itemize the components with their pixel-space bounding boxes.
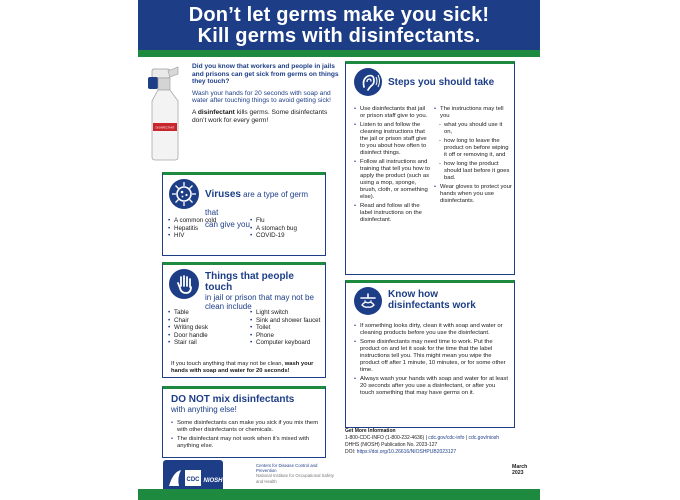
- steps-list-left: [354, 106, 431, 226]
- list-item: • Flu: [249, 217, 331, 225]
- list-item: • Follow all instructions and training that tell you how to apply the product (such as using a mop, sponge, brush, cloth, or something else).: [354, 159, 431, 201]
- howto-title-line2: disinfectants work: [388, 300, 476, 311]
- mix-title: DO NOT mix disinfectants: [171, 394, 295, 405]
- list-item: • COVID-19: [249, 232, 331, 240]
- mix-list: [171, 420, 323, 452]
- touch-wash-note: [171, 361, 321, 375]
- doi-prefix: DOI:: [345, 449, 357, 455]
- steps-box: [345, 61, 515, 275]
- green-band-top: [138, 50, 540, 57]
- list-item: • HIV: [167, 232, 249, 240]
- touch-heading: [205, 271, 323, 311]
- list-item: • If something looks dirty, clean it with soap and water or cleaning products before you use the disinfectant.: [354, 323, 510, 337]
- get-more-info-heading: Get More Information: [345, 428, 396, 434]
- touch-list: [167, 309, 331, 347]
- mix-subtitle: with anything else!: [171, 405, 237, 414]
- list-item: - what you should use it on,: [438, 122, 512, 136]
- virus-icon: [169, 179, 199, 209]
- touch-title: Things that people touch: [205, 271, 294, 293]
- steps-right-sublist: [434, 122, 512, 182]
- viruses-title: Viruses: [205, 189, 241, 200]
- intro-question: Did you know that workers and people in jails and prisons can get sick from germs on things they touch?: [192, 63, 339, 86]
- touch-list-col2: [249, 309, 331, 347]
- poster-header: [138, 0, 540, 50]
- viruses-list-col2: [249, 217, 331, 240]
- svg-text:DISINFECTANT: DISINFECTANT: [155, 126, 175, 130]
- list-item: • Computer keyboard: [249, 339, 331, 347]
- niosh-logo-text: NIOSH: [203, 478, 223, 484]
- viruses-title-rest: are a type of germ that: [205, 190, 309, 217]
- steps-title: Steps you should take: [388, 77, 495, 88]
- poster: [138, 0, 540, 500]
- viruses-list: [167, 217, 331, 240]
- doi-line: [345, 449, 525, 456]
- howto-box: [345, 280, 515, 428]
- list-item: • The disinfectant may not work when it’s mixed with anything else.: [171, 436, 323, 450]
- intro-text: [192, 63, 340, 128]
- list-item: • Use disinfectants that jail or prison staff give to you.: [354, 106, 431, 120]
- green-band-bottom: [138, 489, 540, 500]
- howto-heading: [388, 289, 508, 311]
- cdc-name: Centers for Disease Control and Prevention: [256, 463, 318, 474]
- intro-wash-hands: Wash your hands for 20 seconds with soap and water after touching things to avoid getting sick!: [192, 89, 331, 105]
- list-item: • A stomach bug: [249, 225, 331, 233]
- intro-disinfectant-pre: A: [192, 108, 198, 116]
- list-item: • A common cold: [167, 217, 249, 225]
- intro-disinfectant-word: disinfectant: [197, 108, 235, 116]
- phone-text: 1-800-CDC-INFO (1-800-232-4636) |: [345, 435, 429, 441]
- list-item: - how long to leave the product on before wiping it off or removing it, and: [438, 138, 512, 159]
- list-item: • Some disinfectants may need time to work. Put the product on and let it soak for the time that the label instructions tell you. This might mean you wipe the product off after 1 minute, 10 minutes, or for some other time.: [354, 339, 510, 374]
- contact-line: [345, 435, 525, 442]
- howto-title-line1: Know how: [388, 289, 438, 300]
- list-item: • Listen to and follow the cleaning instructions that the jail or prison staff give to you about how often to disinfect things.: [354, 122, 431, 157]
- header-line-1: Don’t let germs make you sick!: [188, 4, 490, 26]
- list-item: - how long the product should last before it goes bad.: [438, 161, 512, 182]
- do-not-mix-box: [162, 386, 326, 458]
- handwashing-icon: [354, 287, 382, 315]
- list-item: • Hepatitis: [167, 225, 249, 233]
- hand-touch-icon: [169, 269, 199, 299]
- list-item: • Table: [167, 309, 249, 317]
- cdc-logo-text: CDC: [186, 477, 200, 483]
- agency-names: [256, 463, 336, 484]
- list-item: • Stair rail: [167, 339, 249, 347]
- intro-disinfectant-post: kills germs. Some disinfectants don’t work for every germ!: [192, 108, 328, 124]
- publication-number: DHHS (NIOSH) Publication No. 2023-127: [345, 442, 438, 448]
- list-item: • Always wash your hands with soap and water for at least 20 seconds after you use a disinfectant, or after you touch something that may have germs on it.: [354, 376, 510, 397]
- viruses-box: [162, 172, 326, 256]
- list-item: • Phone: [249, 332, 331, 340]
- steps-right-last-list: [434, 184, 512, 205]
- intro-section: [146, 59, 339, 167]
- doi-link[interactable]: https://doi.org/10.26616/NIOSHPUB2023127: [356, 449, 457, 455]
- list-item: • Some disinfectants can make you sick if you mix them with other disinfectants or chemicals.: [171, 420, 323, 434]
- publication-date: March 2023: [512, 464, 528, 476]
- touch-box: [162, 262, 326, 378]
- hhs-eagle-icon: [169, 470, 181, 486]
- steps-list-right: [434, 106, 512, 207]
- intro-disinfectant-note: [192, 109, 340, 124]
- list-item: • Writing desk: [167, 324, 249, 332]
- ear-icon: [354, 68, 382, 96]
- spray-bottle-icon: [148, 63, 186, 161]
- list-item: • Toilet: [249, 324, 331, 332]
- steps-right-intro-list: [434, 106, 512, 120]
- touch-subtitle: in jail or prison that may not be clean include: [205, 293, 314, 311]
- list-item: • Light switch: [249, 309, 331, 317]
- list-item: • The instructions may tell you: [434, 106, 512, 120]
- viruses-subtitle: can give you: [205, 220, 250, 229]
- touch-list-col1: [167, 309, 249, 347]
- cdc-info-link[interactable]: cdc.gov/cdc-info: [428, 435, 465, 441]
- niosh-link[interactable]: cdc.gov/niosh: [468, 435, 500, 441]
- howto-list: [354, 323, 510, 399]
- list-item: • Door handle: [167, 332, 249, 340]
- touch-note-bold: wash your hands with soap and water for 20 seconds!: [171, 361, 314, 374]
- link-separator: |: [464, 435, 469, 441]
- mix-heading: [171, 394, 321, 414]
- niosh-name: National Institute for Occupational Safety and Health: [256, 473, 334, 484]
- viruses-list-col1: [167, 217, 249, 240]
- list-item: • Read and follow all the label instructions on the disinfectant.: [354, 203, 431, 224]
- touch-note-pre: If you touch anything that may not be clean,: [171, 361, 285, 367]
- footer-info: [345, 428, 525, 456]
- list-item: • Wear gloves to protect your hands when you use disinfectants.: [434, 184, 512, 205]
- header-line-2: Kill germs with disinfectants.: [197, 25, 481, 47]
- list-item: • Sink and shower faucet: [249, 317, 331, 325]
- list-item: • Chair: [167, 317, 249, 325]
